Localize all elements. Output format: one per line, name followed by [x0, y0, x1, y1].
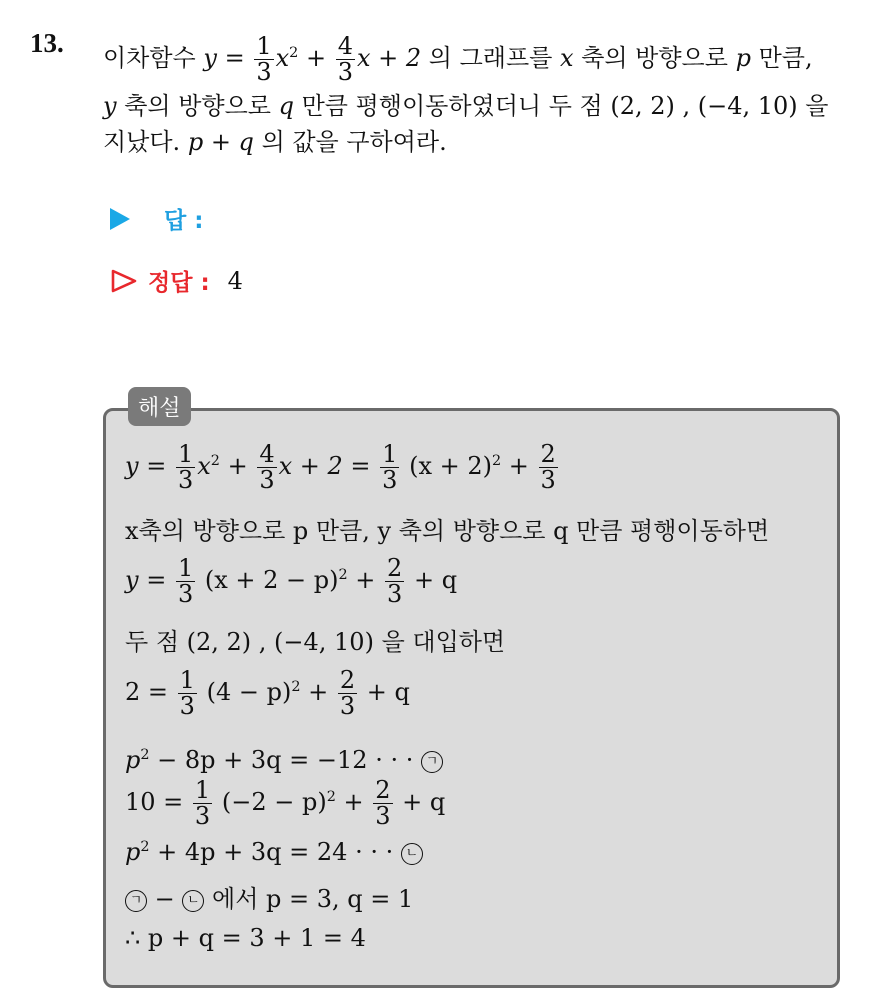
question-line-1: 이차함수 y = $\frac{1}{3}$ $x^2$ + $\frac{4}{3}$ x + 2 의 그래프를 x 축의 방향으로 p 만큼,	[103, 32, 813, 87]
answer-label: 답 :	[164, 208, 204, 234]
circled-mark-1: ㄱ	[125, 890, 147, 912]
answer-row	[110, 202, 203, 235]
solution-line-6: $p^2 - 8p + 3q = -12$ · · · ㄱ	[125, 748, 443, 773]
solution-line-4: 두 점 (2, 2) , (−4, 10) 을 대입하면	[125, 628, 506, 656]
solution-line-2: x축의 방향으로 p 만큼, y 축의 방향으로 q 만큼 평행이동하면	[125, 517, 770, 545]
solution-line-1: y = $\frac{1}{3}$ $x^2$ + $\frac{4}{3}$ x + 2 = $\frac{1}{3}$ $(x + 2)^2$ + $\frac{2}{3}$	[125, 440, 556, 495]
triangle-outline-icon	[110, 268, 138, 294]
solution-line-7: 10 = $\frac{1}{3}$ $(-2 - p)^2$ + $\frac{2}{3}$ + q	[125, 776, 446, 831]
solution-line-9: ㄱ − ㄴ 에서 p = 3, q = 1	[125, 887, 413, 912]
math: y =	[203, 44, 245, 73]
solution-line-3: y = $\frac{1}{3}$ $(x + 2 - p)^2$ + $\frac{2}{3}$ + q	[125, 554, 458, 609]
solution-line-5: 2 = $\frac{1}{3}$ $(4 - p)^2$ + $\frac{2}{3}$ + q	[125, 666, 410, 721]
question-line-3: 지났다. p + q 의 값을 구하여라.	[103, 128, 447, 156]
circled-mark-2: ㄴ	[182, 890, 204, 912]
question-text: 이차함수	[103, 44, 196, 73]
circled-mark-2: ㄴ	[401, 843, 423, 865]
fraction: $\frac{4}{3}$	[337, 32, 353, 87]
correct-answer-label: 정답 :	[148, 270, 210, 296]
correct-answer-value: 4	[227, 266, 243, 295]
circled-mark-1: ㄱ	[421, 751, 443, 773]
question-number: 13.	[30, 28, 64, 58]
solution-line-8: $p^2 + 4p + 3q = 24$ · · · ㄴ	[125, 840, 423, 865]
question-line-2: y 축의 방향으로 q 만큼 평행이동하였더니 두 점 (2, 2) , (−4, 10) 을	[103, 92, 829, 120]
fraction: $\frac{1}{3}$	[256, 32, 272, 87]
solution-tag: 해설	[128, 387, 191, 426]
solution-line-10: ∴ p + q = 3 + 1 = 4	[125, 924, 366, 952]
correct-answer-row	[110, 264, 243, 297]
play-icon	[110, 208, 130, 230]
